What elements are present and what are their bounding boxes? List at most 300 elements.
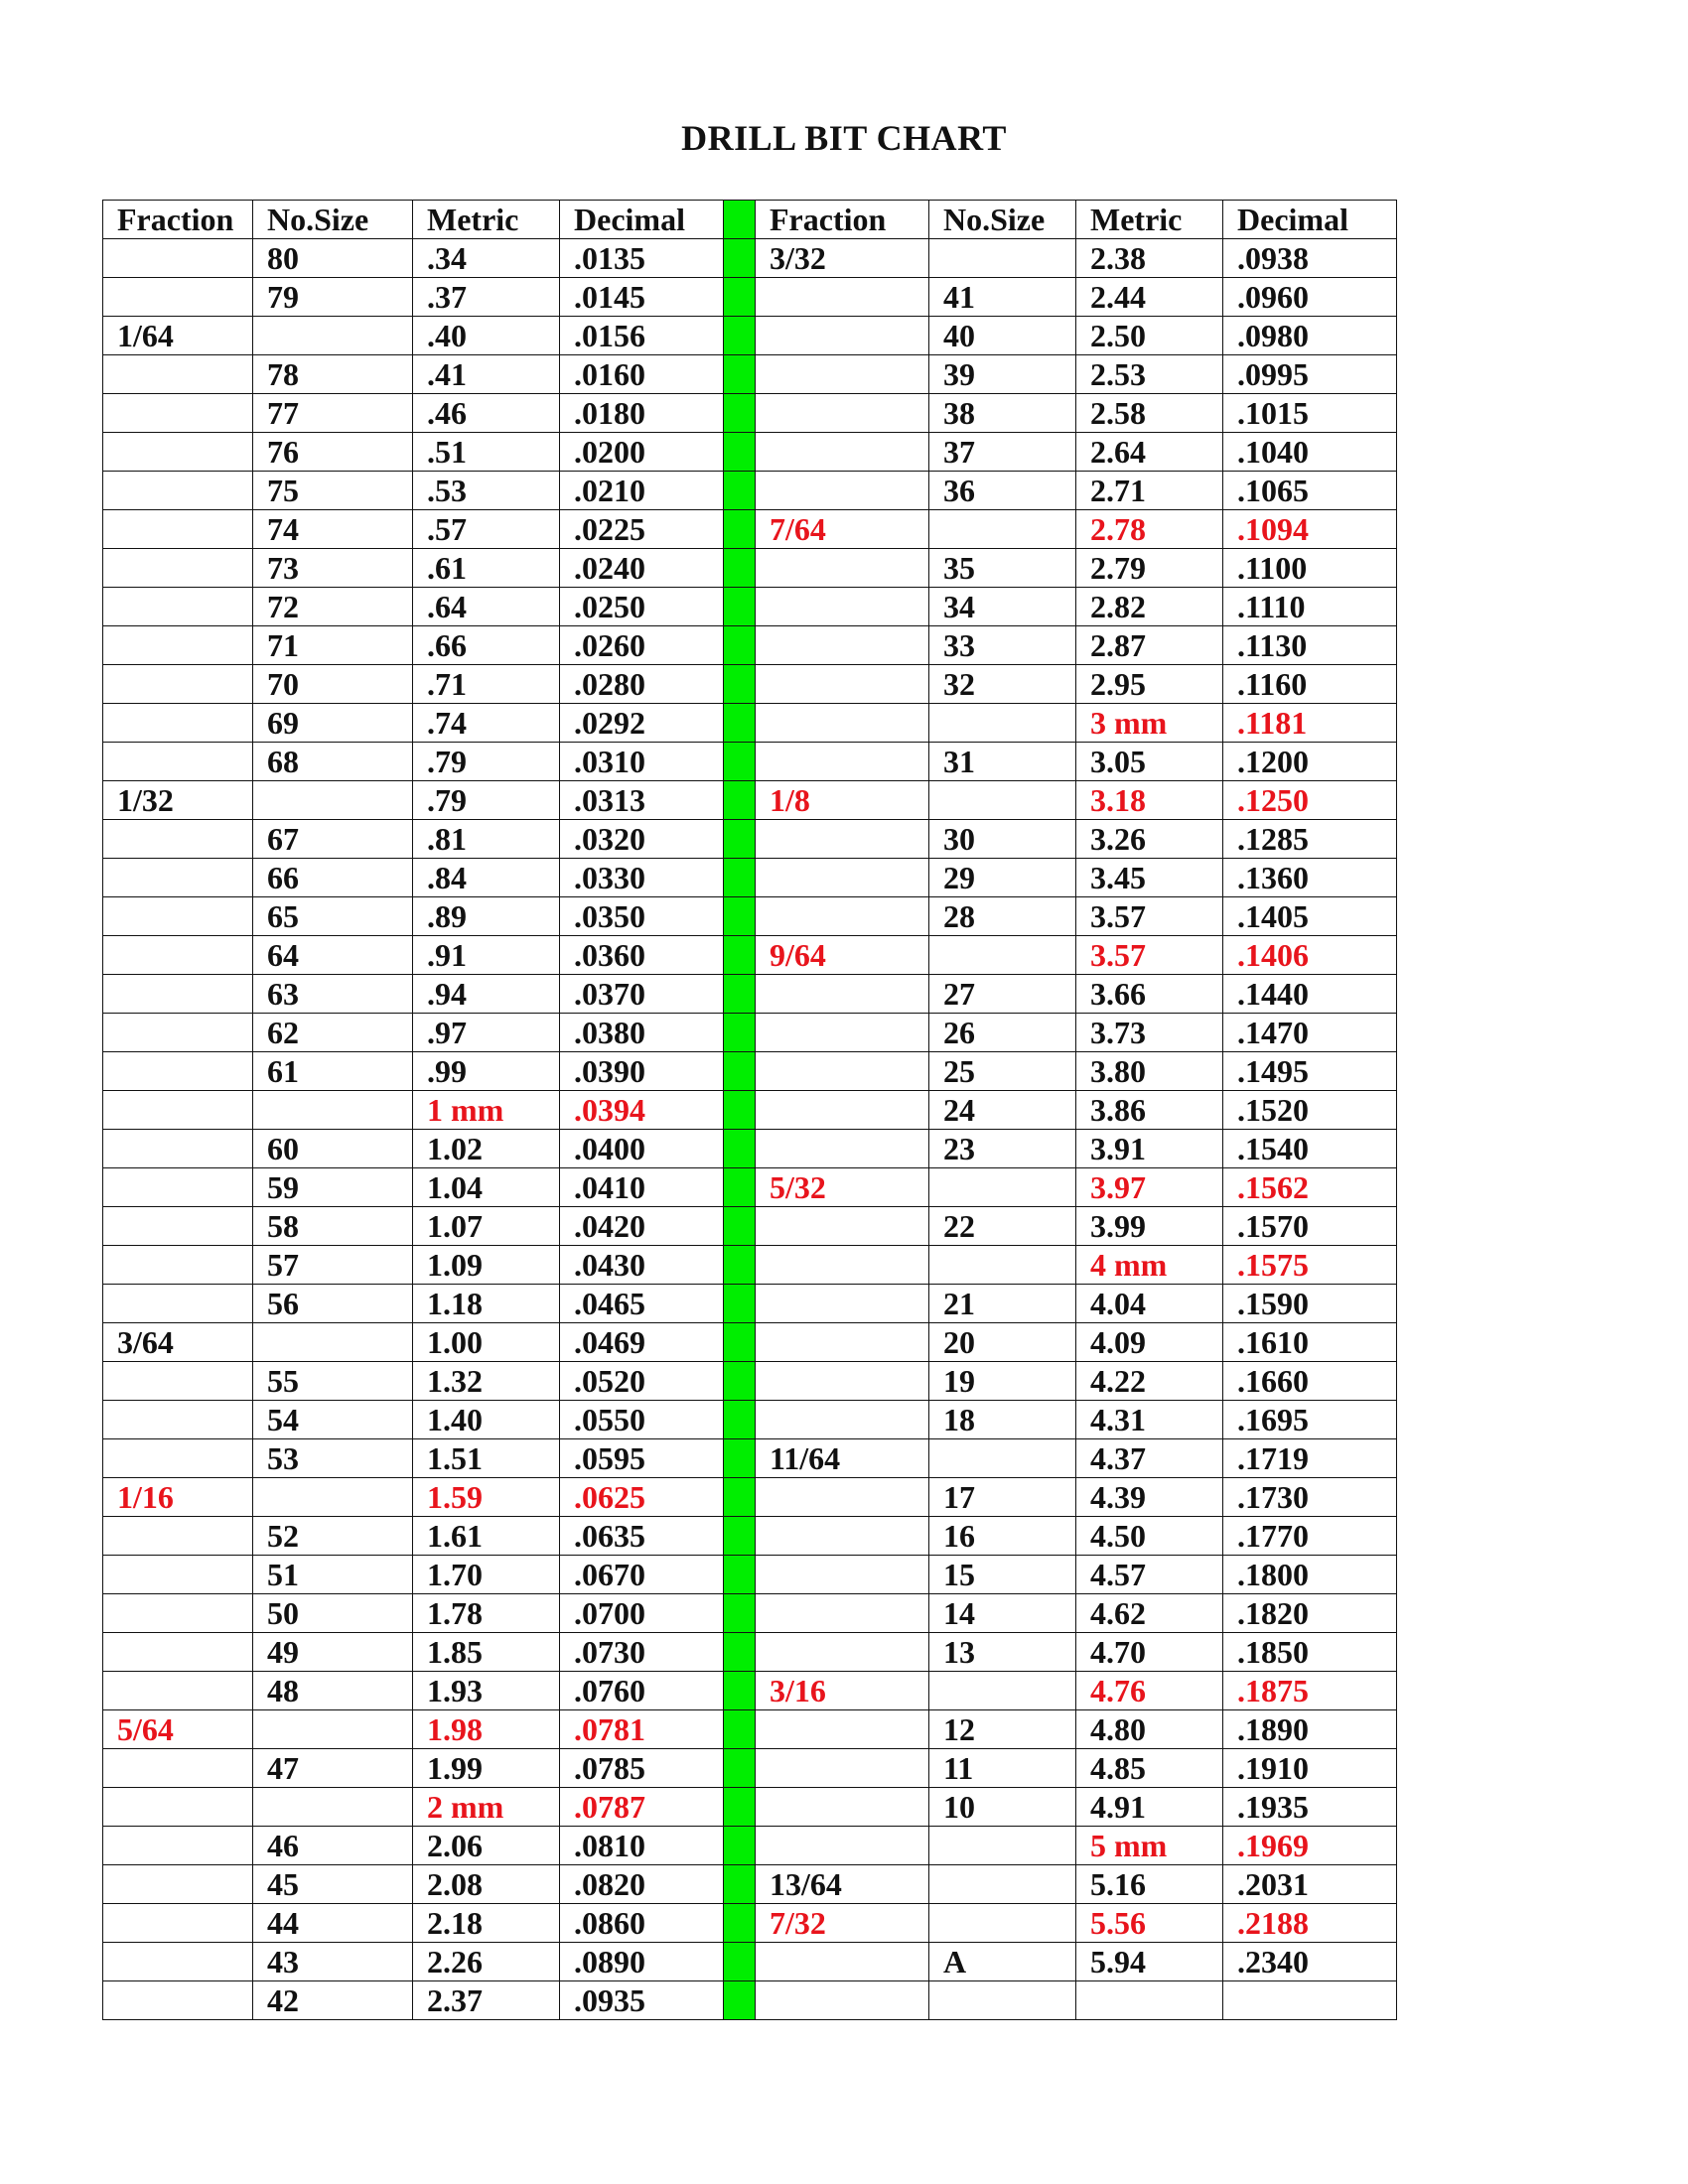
- left-metric-cell: .46: [413, 394, 560, 433]
- left-decimal-cell: .0670: [560, 1556, 724, 1594]
- right-fraction-cell: [756, 1014, 929, 1052]
- right-metric-cell: 2.78: [1076, 510, 1223, 549]
- column-header-fraction: Fraction: [756, 201, 929, 239]
- left-metric-cell: .79: [413, 743, 560, 781]
- table-row: [103, 1168, 1397, 1207]
- right-fraction-cell: [756, 317, 929, 355]
- right-decimal-cell: .1890: [1223, 1710, 1397, 1749]
- right-size-cell: 34: [929, 588, 1076, 626]
- left-size-cell: 45: [253, 1865, 413, 1904]
- right-fraction-cell: [756, 743, 929, 781]
- column-separator: [724, 1401, 756, 1439]
- column-separator: [724, 1478, 756, 1517]
- left-decimal-cell: .0145: [560, 278, 724, 317]
- column-separator: [724, 1981, 756, 2020]
- right-size-cell: 28: [929, 897, 1076, 936]
- right-metric-cell: 4.50: [1076, 1517, 1223, 1556]
- right-decimal-cell: .1850: [1223, 1633, 1397, 1672]
- left-decimal-cell: .0469: [560, 1323, 724, 1362]
- left-metric-cell: 2 mm: [413, 1788, 560, 1827]
- right-metric-cell: 4.91: [1076, 1788, 1223, 1827]
- left-size-cell: 51: [253, 1556, 413, 1594]
- column-separator: [724, 1052, 756, 1091]
- table-row: [103, 859, 1397, 897]
- column-header-decimal: Decimal: [560, 201, 724, 239]
- right-size-cell: [929, 1865, 1076, 1904]
- left-fraction-cell: [103, 239, 253, 278]
- left-decimal-cell: .0430: [560, 1246, 724, 1285]
- column-separator: [724, 820, 756, 859]
- left-metric-cell: 2.37: [413, 1981, 560, 2020]
- left-size-cell: [253, 317, 413, 355]
- right-size-cell: 15: [929, 1556, 1076, 1594]
- table-row: [103, 820, 1397, 859]
- left-size-cell: 79: [253, 278, 413, 317]
- right-metric-cell: 5 mm: [1076, 1827, 1223, 1865]
- column-separator: [724, 936, 756, 975]
- right-fraction-cell: [756, 1091, 929, 1130]
- left-decimal-cell: .0313: [560, 781, 724, 820]
- left-size-cell: 80: [253, 239, 413, 278]
- right-fraction-cell: [756, 278, 929, 317]
- left-fraction-cell: [103, 1943, 253, 1981]
- left-size-cell: 68: [253, 743, 413, 781]
- table-row: [103, 1633, 1397, 1672]
- table-row: [103, 355, 1397, 394]
- column-separator: [724, 1168, 756, 1207]
- right-fraction-cell: [756, 1478, 929, 1517]
- right-decimal-cell: .1570: [1223, 1207, 1397, 1246]
- right-decimal-cell: .1110: [1223, 588, 1397, 626]
- right-fraction-cell: [756, 1130, 929, 1168]
- table-row: [103, 1323, 1397, 1362]
- table-row: [103, 1246, 1397, 1285]
- right-decimal-cell: .1935: [1223, 1788, 1397, 1827]
- left-metric-cell: 1.04: [413, 1168, 560, 1207]
- left-metric-cell: 1.93: [413, 1672, 560, 1710]
- left-fraction-cell: 1/16: [103, 1478, 253, 1517]
- left-fraction-cell: [103, 1207, 253, 1246]
- left-decimal-cell: .0781: [560, 1710, 724, 1749]
- right-fraction-cell: 13/64: [756, 1865, 929, 1904]
- left-metric-cell: 1.07: [413, 1207, 560, 1246]
- right-decimal-cell: .1130: [1223, 626, 1397, 665]
- left-metric-cell: .61: [413, 549, 560, 588]
- column-separator: [724, 1362, 756, 1401]
- left-metric-cell: .71: [413, 665, 560, 704]
- left-fraction-cell: [103, 665, 253, 704]
- left-decimal-cell: .0465: [560, 1285, 724, 1323]
- left-decimal-cell: .0420: [560, 1207, 724, 1246]
- right-fraction-cell: [756, 1401, 929, 1439]
- right-metric-cell: 2.58: [1076, 394, 1223, 433]
- left-decimal-cell: .0156: [560, 317, 724, 355]
- right-metric-cell: 4.37: [1076, 1439, 1223, 1478]
- table-row: [103, 665, 1397, 704]
- right-decimal-cell: .1562: [1223, 1168, 1397, 1207]
- left-fraction-cell: [103, 588, 253, 626]
- right-fraction-cell: [756, 1323, 929, 1362]
- left-fraction-cell: 1/32: [103, 781, 253, 820]
- right-decimal-cell: .1969: [1223, 1827, 1397, 1865]
- table-row: [103, 1672, 1397, 1710]
- left-decimal-cell: .0250: [560, 588, 724, 626]
- right-metric-cell: [1076, 1981, 1223, 2020]
- right-decimal-cell: .1065: [1223, 472, 1397, 510]
- left-fraction-cell: [103, 278, 253, 317]
- column-separator: [724, 1285, 756, 1323]
- right-decimal-cell: .1660: [1223, 1362, 1397, 1401]
- left-size-cell: 60: [253, 1130, 413, 1168]
- left-fraction-cell: [103, 1749, 253, 1788]
- left-decimal-cell: .0240: [560, 549, 724, 588]
- right-size-cell: [929, 1246, 1076, 1285]
- left-metric-cell: .34: [413, 239, 560, 278]
- left-decimal-cell: .0520: [560, 1362, 724, 1401]
- column-separator: [724, 472, 756, 510]
- right-decimal-cell: .1695: [1223, 1401, 1397, 1439]
- table-row: [103, 704, 1397, 743]
- right-metric-cell: 4.22: [1076, 1362, 1223, 1401]
- right-size-cell: 20: [929, 1323, 1076, 1362]
- left-fraction-cell: [103, 549, 253, 588]
- left-decimal-cell: .0935: [560, 1981, 724, 2020]
- left-size-cell: 62: [253, 1014, 413, 1052]
- left-decimal-cell: .0310: [560, 743, 724, 781]
- column-separator: [724, 1749, 756, 1788]
- left-metric-cell: 1.02: [413, 1130, 560, 1168]
- left-metric-cell: .64: [413, 588, 560, 626]
- left-decimal-cell: .0292: [560, 704, 724, 743]
- left-fraction-cell: [103, 1439, 253, 1478]
- right-fraction-cell: [756, 1788, 929, 1827]
- left-fraction-cell: [103, 433, 253, 472]
- left-fraction-cell: [103, 1672, 253, 1710]
- column-separator: [724, 1865, 756, 1904]
- right-size-cell: 37: [929, 433, 1076, 472]
- left-decimal-cell: .0380: [560, 1014, 724, 1052]
- right-metric-cell: 3.18: [1076, 781, 1223, 820]
- column-separator: [724, 859, 756, 897]
- left-metric-cell: .99: [413, 1052, 560, 1091]
- left-fraction-cell: [103, 1130, 253, 1168]
- table-row: [103, 1865, 1397, 1904]
- left-fraction-cell: [103, 975, 253, 1014]
- page-title: DRILL BIT CHART: [681, 118, 1007, 158]
- right-size-cell: 21: [929, 1285, 1076, 1323]
- left-size-cell: 77: [253, 394, 413, 433]
- right-fraction-cell: 7/64: [756, 510, 929, 549]
- right-metric-cell: 4 mm: [1076, 1246, 1223, 1285]
- column-separator: [724, 665, 756, 704]
- left-decimal-cell: .0370: [560, 975, 724, 1014]
- left-metric-cell: 2.18: [413, 1904, 560, 1943]
- right-decimal-cell: .1719: [1223, 1439, 1397, 1478]
- left-fraction-cell: [103, 1052, 253, 1091]
- left-decimal-cell: .0280: [560, 665, 724, 704]
- right-metric-cell: 4.31: [1076, 1401, 1223, 1439]
- right-metric-cell: 2.87: [1076, 626, 1223, 665]
- right-fraction-cell: 9/64: [756, 936, 929, 975]
- column-separator: [724, 704, 756, 743]
- right-size-cell: [929, 1904, 1076, 1943]
- right-fraction-cell: [756, 626, 929, 665]
- table-row: [103, 317, 1397, 355]
- table-row: [103, 1594, 1397, 1633]
- left-metric-cell: 1.78: [413, 1594, 560, 1633]
- right-fraction-cell: [756, 1246, 929, 1285]
- right-size-cell: 31: [929, 743, 1076, 781]
- left-size-cell: [253, 1323, 413, 1362]
- column-separator: [724, 394, 756, 433]
- left-metric-cell: 1.98: [413, 1710, 560, 1749]
- left-metric-cell: .37: [413, 278, 560, 317]
- right-decimal-cell: .1590: [1223, 1285, 1397, 1323]
- right-fraction-cell: 7/32: [756, 1904, 929, 1943]
- right-decimal-cell: .1094: [1223, 510, 1397, 549]
- right-fraction-cell: 3/32: [756, 239, 929, 278]
- column-separator: [724, 1556, 756, 1594]
- right-size-cell: [929, 781, 1076, 820]
- left-fraction-cell: [103, 394, 253, 433]
- right-metric-cell: 2.44: [1076, 278, 1223, 317]
- right-size-cell: 41: [929, 278, 1076, 317]
- right-decimal-cell: .1470: [1223, 1014, 1397, 1052]
- right-decimal-cell: .1495: [1223, 1052, 1397, 1091]
- right-fraction-cell: [756, 1981, 929, 2020]
- table-row: [103, 1207, 1397, 1246]
- column-header-metric: Metric: [1076, 201, 1223, 239]
- table-row: [103, 1130, 1397, 1168]
- right-size-cell: 35: [929, 549, 1076, 588]
- right-metric-cell: 2.71: [1076, 472, 1223, 510]
- right-size-cell: 36: [929, 472, 1076, 510]
- right-size-cell: 25: [929, 1052, 1076, 1091]
- right-fraction-cell: [756, 1052, 929, 1091]
- column-separator: [724, 278, 756, 317]
- right-metric-cell: 5.94: [1076, 1943, 1223, 1981]
- left-fraction-cell: [103, 1556, 253, 1594]
- right-metric-cell: 5.16: [1076, 1865, 1223, 1904]
- left-fraction-cell: [103, 1168, 253, 1207]
- left-metric-cell: 2.06: [413, 1827, 560, 1865]
- right-fraction-cell: [756, 704, 929, 743]
- left-size-cell: 50: [253, 1594, 413, 1633]
- left-fraction-cell: [103, 1865, 253, 1904]
- left-metric-cell: 1.09: [413, 1246, 560, 1285]
- left-fraction-cell: [103, 626, 253, 665]
- right-size-cell: A: [929, 1943, 1076, 1981]
- left-decimal-cell: .0635: [560, 1517, 724, 1556]
- right-metric-cell: 4.09: [1076, 1323, 1223, 1362]
- left-decimal-cell: .0180: [560, 394, 724, 433]
- table-row: [103, 1556, 1397, 1594]
- column-separator: [724, 1710, 756, 1749]
- column-separator: [724, 317, 756, 355]
- right-metric-cell: 3.97: [1076, 1168, 1223, 1207]
- left-fraction-cell: 1/64: [103, 317, 253, 355]
- table-row: [103, 781, 1397, 820]
- right-fraction-cell: 1/8: [756, 781, 929, 820]
- right-decimal-cell: .1250: [1223, 781, 1397, 820]
- left-size-cell: [253, 1478, 413, 1517]
- column-separator: [724, 1439, 756, 1478]
- right-decimal-cell: .1730: [1223, 1478, 1397, 1517]
- right-decimal-cell: .1610: [1223, 1323, 1397, 1362]
- left-metric-cell: .40: [413, 317, 560, 355]
- right-metric-cell: 3.57: [1076, 936, 1223, 975]
- left-size-cell: 67: [253, 820, 413, 859]
- table-row: [103, 1439, 1397, 1478]
- right-metric-cell: 4.80: [1076, 1710, 1223, 1749]
- left-metric-cell: 1.18: [413, 1285, 560, 1323]
- right-decimal-cell: .1820: [1223, 1594, 1397, 1633]
- right-metric-cell: 3.80: [1076, 1052, 1223, 1091]
- left-decimal-cell: .0135: [560, 239, 724, 278]
- left-decimal-cell: .0260: [560, 626, 724, 665]
- left-metric-cell: .51: [413, 433, 560, 472]
- right-fraction-cell: [756, 859, 929, 897]
- right-metric-cell: 3.73: [1076, 1014, 1223, 1052]
- right-size-cell: [929, 1168, 1076, 1207]
- right-decimal-cell: .1910: [1223, 1749, 1397, 1788]
- left-metric-cell: 1.99: [413, 1749, 560, 1788]
- left-size-cell: 75: [253, 472, 413, 510]
- right-metric-cell: 2.50: [1076, 317, 1223, 355]
- right-size-cell: 39: [929, 355, 1076, 394]
- table-row: [103, 897, 1397, 936]
- right-fraction-cell: [756, 433, 929, 472]
- left-metric-cell: 2.08: [413, 1865, 560, 1904]
- left-metric-cell: .53: [413, 472, 560, 510]
- right-decimal-cell: .1360: [1223, 859, 1397, 897]
- left-size-cell: 78: [253, 355, 413, 394]
- left-size-cell: [253, 1091, 413, 1130]
- left-size-cell: 49: [253, 1633, 413, 1672]
- column-separator: [724, 1633, 756, 1672]
- left-fraction-cell: [103, 1401, 253, 1439]
- left-fraction-cell: [103, 1362, 253, 1401]
- column-separator: [724, 549, 756, 588]
- right-fraction-cell: [756, 1556, 929, 1594]
- column-separator: [724, 1130, 756, 1168]
- left-fraction-cell: [103, 472, 253, 510]
- left-metric-cell: 1.32: [413, 1362, 560, 1401]
- table-row: [103, 1749, 1397, 1788]
- right-size-cell: [929, 1672, 1076, 1710]
- right-decimal-cell: .1575: [1223, 1246, 1397, 1285]
- left-size-cell: 44: [253, 1904, 413, 1943]
- table-row: [103, 549, 1397, 588]
- column-separator: [724, 626, 756, 665]
- left-fraction-cell: [103, 1285, 253, 1323]
- table-row: [103, 1710, 1397, 1749]
- column-separator: [724, 239, 756, 278]
- left-decimal-cell: .0400: [560, 1130, 724, 1168]
- left-decimal-cell: .0350: [560, 897, 724, 936]
- left-size-cell: 66: [253, 859, 413, 897]
- left-decimal-cell: .0625: [560, 1478, 724, 1517]
- column-separator: [724, 1014, 756, 1052]
- left-metric-cell: .91: [413, 936, 560, 975]
- table-row: [103, 1285, 1397, 1323]
- left-metric-cell: 1.59: [413, 1478, 560, 1517]
- table-row: [103, 1788, 1397, 1827]
- left-metric-cell: 1.00: [413, 1323, 560, 1362]
- table-row: [103, 239, 1397, 278]
- left-fraction-cell: [103, 1788, 253, 1827]
- right-fraction-cell: [756, 394, 929, 433]
- left-decimal-cell: .0210: [560, 472, 724, 510]
- right-decimal-cell: .1800: [1223, 1556, 1397, 1594]
- table-row: [103, 510, 1397, 549]
- left-metric-cell: .66: [413, 626, 560, 665]
- column-separator: [724, 743, 756, 781]
- right-decimal-cell: .1181: [1223, 704, 1397, 743]
- right-decimal-cell: .1040: [1223, 433, 1397, 472]
- right-decimal-cell: .0995: [1223, 355, 1397, 394]
- right-size-cell: 32: [929, 665, 1076, 704]
- left-decimal-cell: .0200: [560, 433, 724, 472]
- left-fraction-cell: [103, 1827, 253, 1865]
- right-size-cell: 10: [929, 1788, 1076, 1827]
- right-size-cell: 26: [929, 1014, 1076, 1052]
- column-header-size: No.Size: [253, 201, 413, 239]
- left-size-cell: 58: [253, 1207, 413, 1246]
- right-fraction-cell: [756, 1594, 929, 1633]
- left-size-cell: 61: [253, 1052, 413, 1091]
- left-fraction-cell: [103, 859, 253, 897]
- right-metric-cell: 4.57: [1076, 1556, 1223, 1594]
- right-decimal-cell: .1520: [1223, 1091, 1397, 1130]
- left-decimal-cell: .0225: [560, 510, 724, 549]
- right-decimal-cell: .1100: [1223, 549, 1397, 588]
- left-fraction-cell: [103, 1981, 253, 2020]
- right-metric-cell: 4.85: [1076, 1749, 1223, 1788]
- left-decimal-cell: .0550: [560, 1401, 724, 1439]
- right-fraction-cell: [756, 1517, 929, 1556]
- right-fraction-cell: [756, 820, 929, 859]
- table-row: [103, 1981, 1397, 2020]
- left-decimal-cell: .0390: [560, 1052, 724, 1091]
- right-fraction-cell: [756, 1943, 929, 1981]
- right-decimal-cell: .0938: [1223, 239, 1397, 278]
- left-size-cell: [253, 1788, 413, 1827]
- right-metric-cell: 3.57: [1076, 897, 1223, 936]
- left-size-cell: 69: [253, 704, 413, 743]
- left-metric-cell: 1 mm: [413, 1091, 560, 1130]
- right-size-cell: 30: [929, 820, 1076, 859]
- column-header-size: No.Size: [929, 201, 1076, 239]
- right-decimal-cell: .2340: [1223, 1943, 1397, 1981]
- column-separator: [724, 1594, 756, 1633]
- column-separator: [724, 1672, 756, 1710]
- right-fraction-cell: 11/64: [756, 1439, 929, 1478]
- column-separator: [724, 1788, 756, 1827]
- table-row: [103, 626, 1397, 665]
- right-size-cell: 17: [929, 1478, 1076, 1517]
- left-size-cell: 47: [253, 1749, 413, 1788]
- table-row: [103, 1052, 1397, 1091]
- right-decimal-cell: .1770: [1223, 1517, 1397, 1556]
- right-fraction-cell: [756, 1710, 929, 1749]
- left-size-cell: 55: [253, 1362, 413, 1401]
- left-size-cell: 76: [253, 433, 413, 472]
- right-decimal-cell: .1285: [1223, 820, 1397, 859]
- left-fraction-cell: [103, 1517, 253, 1556]
- left-fraction-cell: [103, 1594, 253, 1633]
- right-fraction-cell: [756, 1827, 929, 1865]
